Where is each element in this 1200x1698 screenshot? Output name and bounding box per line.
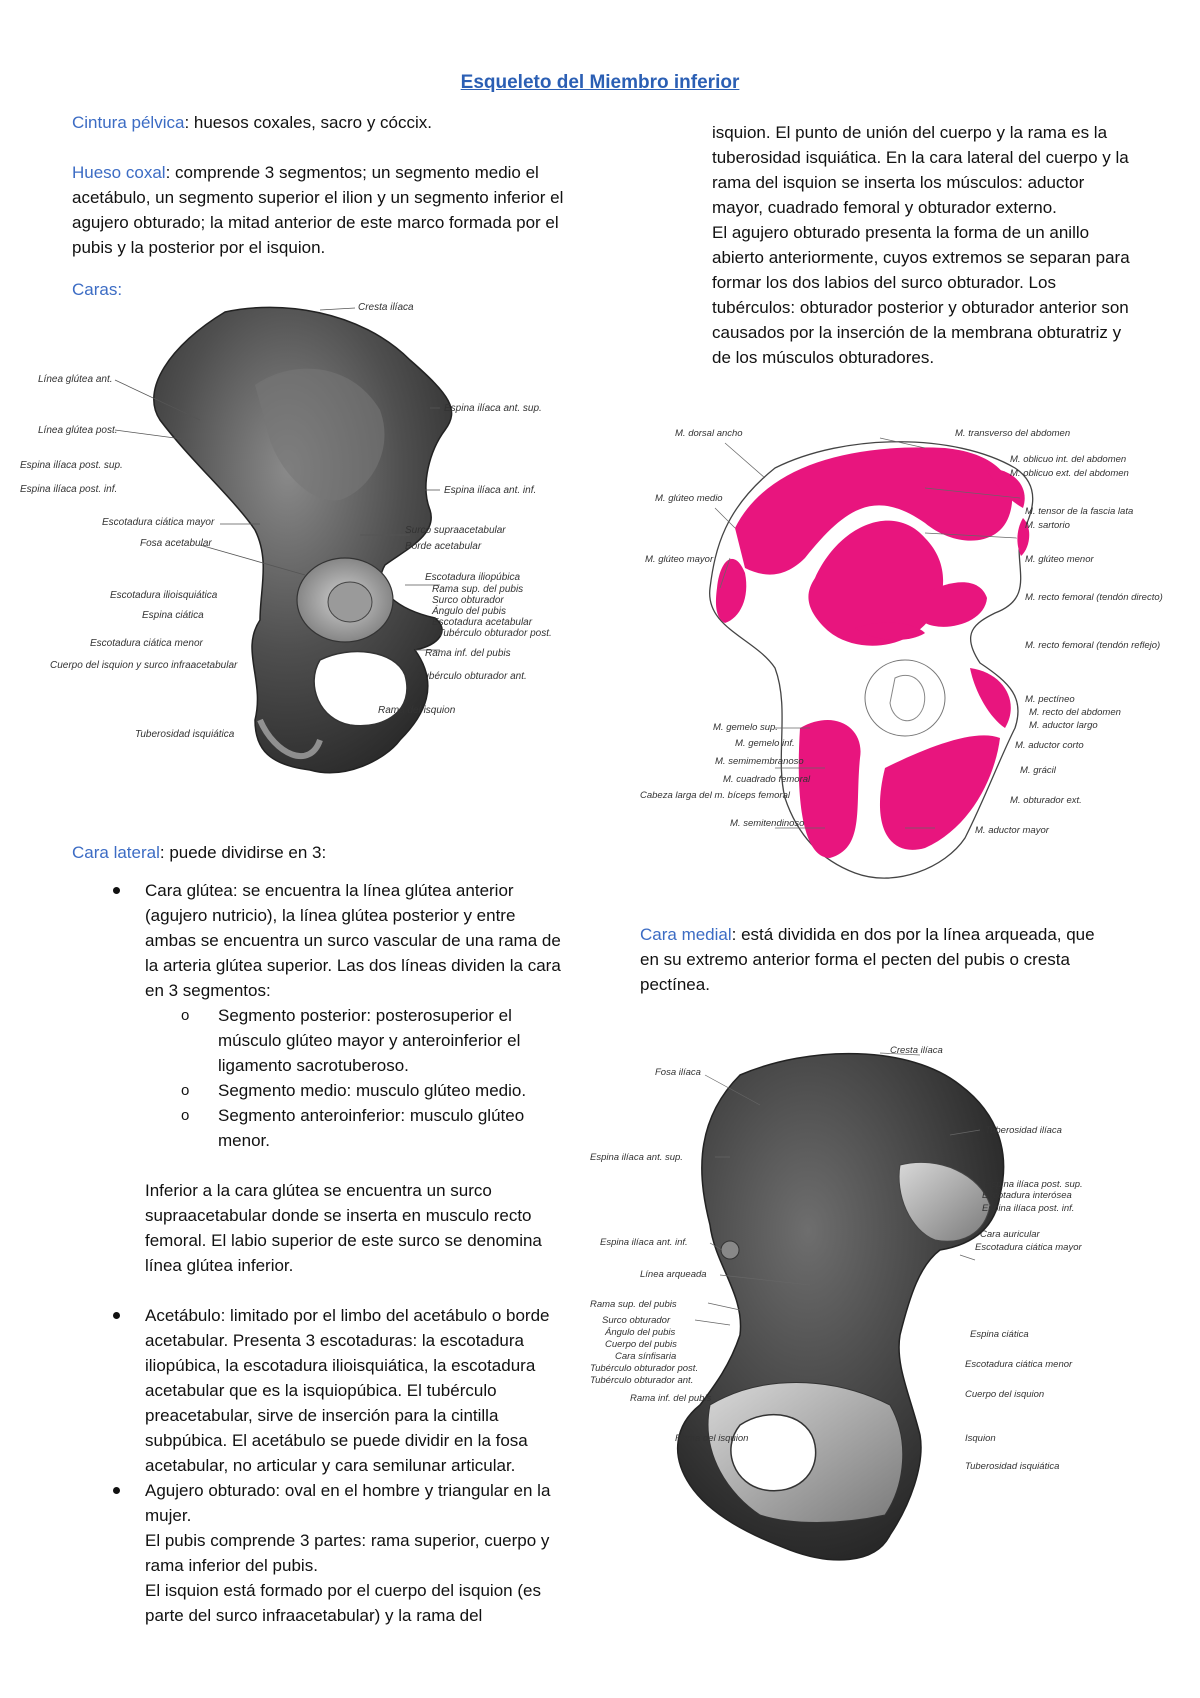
cintura-paragraph — [72, 110, 542, 135]
sub-item: o Segmento anteroinferior: musculo glúteo menor. — [145, 1103, 570, 1153]
fig1-label-13: Espina ilíaca ant. inf. — [444, 485, 537, 496]
isquion-paragraph: isquion. El punto de unión del cuerpo y la rama es la tuberosidad isquiática. En la cara lateral del cuerpo y la rama del isquion se inserta los músculos: aductor mayor, cuadrado femoral y obturador externo. — [712, 123, 1129, 217]
segment-sublist — [0, 1003, 570, 1153]
fig2-label-6: M. cuadrado femoral — [723, 774, 811, 785]
fig2-label-23: M. aductor mayor — [975, 825, 1049, 836]
caras-heading: Caras: — [72, 280, 123, 299]
fig2-label-18: M. recto del abdomen — [1029, 707, 1121, 718]
page-title: Esqueleto del Miembro inferior — [460, 72, 740, 93]
figure-lateral-hip-bone — [20, 300, 590, 820]
fig3-label-10: Tubérculo obturador post. — [590, 1363, 699, 1374]
fig3-label-4: Línea arqueada — [640, 1269, 707, 1280]
fig2-label-11: M. oblicuo ext. del abdomen — [1010, 468, 1129, 479]
fig1-label-1: Línea glútea ant. — [38, 374, 113, 385]
fig2-label-14: M. glúteo menor — [1025, 554, 1094, 565]
cara-lateral-label: Cara lateral — [72, 843, 160, 862]
fig1-label-12: Espina ilíaca ant. sup. — [444, 403, 542, 414]
fig2-label-7: Cabeza larga del m. bíceps femoral — [640, 790, 790, 801]
fig1-label-24: Rama del isquion — [378, 705, 456, 716]
fig2-label-8: M. semitendinoso — [730, 818, 805, 829]
fig3-label-13: Rama del isquion — [675, 1433, 749, 1444]
hueso-coxal-paragraph — [72, 160, 572, 260]
fig1-label-10: Cuerpo del isquion y surco infraacetabular — [50, 660, 238, 671]
figure-muscle-attachments — [625, 428, 1185, 908]
hueso-coxal-label: Hueso coxal — [72, 163, 166, 182]
caras-label: Caras — [72, 280, 118, 299]
fig3-label-23: Isquion — [965, 1433, 996, 1444]
fig1-label-9: Escotadura ciática menor — [90, 638, 203, 649]
fig3-label-24: Tuberosidad isquiática — [965, 1461, 1060, 1472]
fig1-label-5: Escotadura ciática mayor — [102, 517, 215, 528]
sub-item: o Segmento posterior: posterosuperior el músculo glúteo mayor y anteroinferior el ligamento sacrotuberoso. — [145, 1003, 570, 1078]
cara-lateral-heading — [72, 840, 326, 865]
fig2-label-3: M. gemelo sup. — [713, 722, 778, 733]
agujero-obturado-paragraph: El agujero obturado presenta la forma de un anillo abierto anteriormente, cuyos extremos se separan para formar los dos labios del surco obturador. Los tubérculos: obturador posterior y obturador anterior son causados por la inserción de la membrana obturatriz y de los músculos obturadores. — [712, 223, 1130, 367]
figure-medial-hip-bone — [590, 1045, 1190, 1605]
hueso-coxal-text: : comprende 3 segmentos; un segmento medio el acetábulo, un segmento superior el ilion y un segmento inferior el agujero obturado; la mitad anterior de este marco formada por el pubis y la posterior por el isquion. — [72, 163, 564, 257]
fig3-label-7: Ángulo del pubis — [605, 1327, 676, 1338]
fig3-label-9: Cara sínfisaria — [615, 1351, 677, 1362]
cara-lateral-text: : puede dividirse en 3: — [159, 843, 327, 862]
fig2-label-21: M. grácil — [1020, 765, 1056, 776]
fig3-label-1: Fosa ilíaca — [655, 1067, 701, 1078]
fig3-label-18: Cara auricular — [980, 1229, 1040, 1240]
fig3-label-19: Escotadura ciática mayor — [975, 1242, 1082, 1253]
fig3-label-22: Cuerpo del isquion — [965, 1389, 1045, 1400]
list-item-cara-glutea: Cara glútea: se encuentra la línea glútea anterior (agujero nutricio), la línea glútea posterior y entre ambas se encuentra un surco vascular de una rama de la arteria glútea superior. Las dos líneas dividen la cara en 3 segmentos: o Segmento posterior: posterosuperior el músculo glúteo mayor y anteroinferior el ligamento sacrotuberoso. o Segmento medio: musculo glúteo medio. o Segmento anteroinferior: musculo glúteo menor. Inferior a la cara glútea se encuentra un surco supraacetabular donde se inserta en musculo recto femoral. El labio superior de este surco se denomina línea glútea inferior. — [145, 878, 570, 1303]
fig3-label-16: Escotadura interósea — [982, 1190, 1072, 1201]
fig3-label-11: Tubérculo obturador ant. — [590, 1375, 694, 1386]
fig1-label-15: Borde acetabular — [405, 541, 482, 552]
fig3-label-5: Rama sup. del pubis — [590, 1299, 677, 1310]
fig2-label-0: M. dorsal ancho — [675, 428, 743, 439]
fig1-label-14: Surco supraacetabular — [405, 525, 506, 536]
fig1-label-21: Tubérculo obturador post. — [438, 628, 552, 639]
fig1-label-20: Escotadura acetabular — [432, 617, 533, 628]
inferior-paragraph: Inferior a la cara glútea se encuentra un surco supraacetabular donde se inserta en musculo recto femoral. El labio superior de este surco se denomina línea glútea inferior. — [145, 1181, 542, 1275]
fig1-label-16: Escotadura iliopúbica — [425, 572, 521, 583]
muscle-attachment-drawing — [710, 442, 1033, 878]
list-item-agujero-obturado: Agujero obturado: oval en el hombre y triangular en la mujer. El pubis comprende 3 partes: rama superior, cuerpo y rama inferior del pubis. El isquion está formado por el cuerpo del isquion (es parte del surco infraacetabular) y la rama del — [145, 1478, 570, 1628]
fig2-label-15: M. recto femoral (tendón directo) — [1025, 592, 1163, 603]
fig1-label-6: Fosa acetabular — [140, 538, 212, 549]
cintura-label: Cintura pélvica — [72, 113, 185, 132]
cara-medial-paragraph — [640, 922, 1110, 997]
sub-item: o Segmento medio: musculo glúteo medio. — [145, 1078, 570, 1103]
fig3-label-20: Espina ciática — [970, 1329, 1029, 1340]
fig1-label-0: Cresta ilíaca — [358, 302, 414, 313]
fig2-label-13: M. sartorio — [1025, 520, 1070, 531]
fig3-label-14: Tuberosidad ilíaca — [985, 1125, 1062, 1136]
fig3-label-0: Cresta ilíaca — [890, 1045, 943, 1056]
fig2-label-22: M. obturador ext. — [1010, 795, 1082, 806]
fig1-label-8: Espina ciática — [142, 610, 204, 621]
fig2-label-5: M. semimembranoso — [715, 756, 804, 767]
fig2-label-4: M. gemelo inf. — [735, 738, 795, 749]
fig2-label-9: M. transverso del abdomen — [955, 428, 1071, 439]
fig1-label-11: Tuberosidad isquiática — [135, 729, 235, 740]
fig2-label-17: M. pectíneo — [1025, 694, 1075, 705]
cintura-text: : huesos coxales, sacro y cóccix. — [184, 113, 432, 132]
cara-lateral-list — [145, 878, 570, 1628]
fig1-label-22: Rama inf. del pubis — [425, 648, 511, 659]
fig1-label-19: Ángulo del pubis — [432, 606, 506, 617]
cara-medial-label: Cara medial — [640, 925, 732, 944]
fig1-label-3: Espina ilíaca post. sup. — [20, 460, 123, 471]
fig2-label-2: M. glúteo mayor — [645, 554, 714, 565]
fig3-label-21: Escotadura ciática menor — [965, 1359, 1073, 1370]
list-item-acetabulo: Acetábulo: limitado por el limbo del acetábulo o borde acetabular. Presenta 3 escotaduras: la escotadura iliopúbica, la escotadura ilioisquiática, la escotadura acetabular que es la isquiopúbica. El tubérculo preacetabular, sirve de inserción para la cintilla subpúbica. El acetábulo se puede dividir en la fosa acetabular, no articular y cara semilunar articular. — [145, 1303, 570, 1478]
fig3-label-15: Espina ilíaca post. sup. — [985, 1179, 1083, 1190]
fig3-label-8: Cuerpo del pubis — [605, 1339, 677, 1350]
fig1-label-4: Espina ilíaca post. inf. — [20, 484, 118, 495]
fig3-label-3: Espina ilíaca ant. inf. — [600, 1237, 688, 1248]
fig2-label-12: M. tensor de la fascia lata — [1025, 506, 1134, 517]
fig2-label-1: M. glúteo medio — [655, 493, 723, 504]
fig3-label-6: Surco obturador — [602, 1315, 671, 1326]
fig2-label-10: M. oblicuo int. del abdomen — [1010, 454, 1127, 465]
right-top-text — [712, 120, 1132, 370]
fig1-label-2: Línea glútea post. — [38, 425, 118, 436]
fig2-label-19: M. aductor largo — [1029, 720, 1098, 731]
fig2-label-20: M. aductor corto — [1015, 740, 1084, 751]
fig2-label-16: M. recto femoral (tendón reflejo) — [1025, 640, 1161, 651]
fig1-label-7: Escotadura ilioisquiática — [110, 590, 218, 601]
fig3-label-2: Espina ilíaca ant. sup. — [590, 1152, 683, 1163]
fig1-label-18: Surco obturador — [432, 595, 504, 606]
fig3-label-17: Espina ilíaca post. inf. — [982, 1203, 1075, 1214]
fig3-label-12: Rama inf. del pubis — [630, 1393, 712, 1404]
fig1-label-23: Tubérculo obturador ant. — [418, 671, 527, 682]
cara-medial-text: : está dividida en dos por la línea arqueada, que en su extremo anterior forma el pecten del pubis o cresta pectínea. — [640, 925, 1095, 994]
fig1-label-17: Rama sup. del pubis — [432, 584, 524, 595]
